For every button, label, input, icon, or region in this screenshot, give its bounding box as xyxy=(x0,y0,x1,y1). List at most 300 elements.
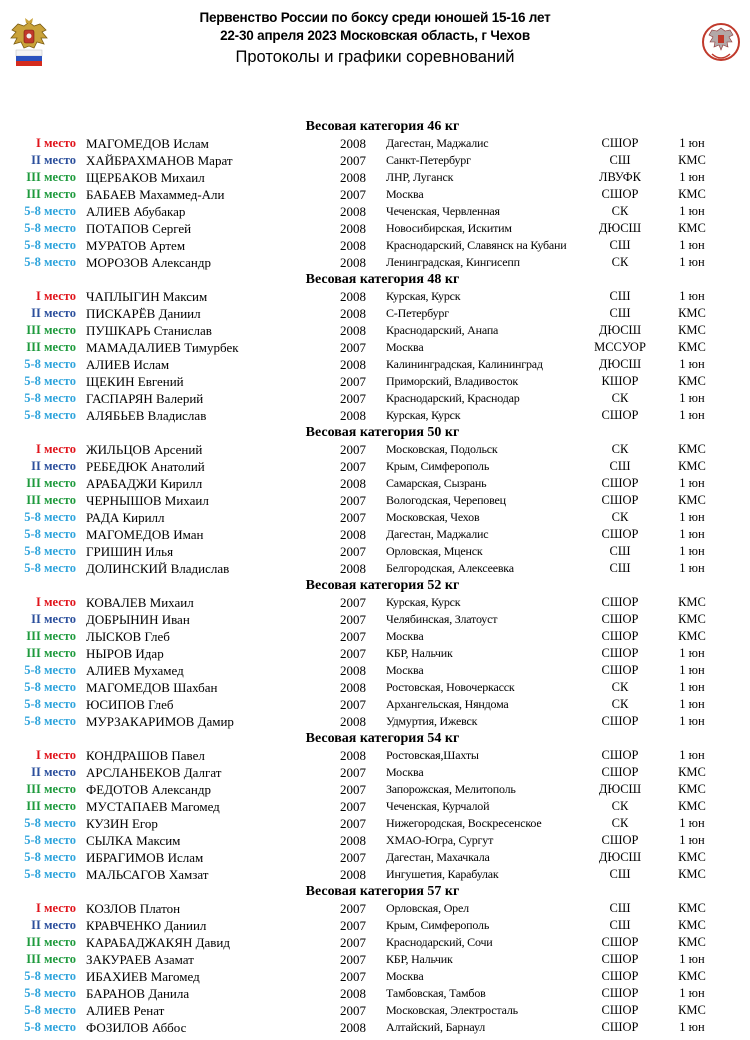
birth-year: 2007 xyxy=(340,799,366,814)
result-row xyxy=(0,815,750,832)
athlete-name: ПИСКАРЁВ Даниил xyxy=(86,306,201,321)
results-list xyxy=(0,118,750,1036)
result-row xyxy=(0,169,750,186)
birth-year: 2008 xyxy=(340,833,366,848)
athlete-name: МАГОМЕДОВ Шахбан xyxy=(86,680,218,695)
birth-year: 2008 xyxy=(340,867,366,882)
result-row xyxy=(0,594,750,611)
athlete-name: ФЕДОТОВ Александр xyxy=(86,782,211,797)
sport-rank: КМС xyxy=(678,612,706,626)
place-label: 5-8 место xyxy=(24,238,76,252)
region-city: Краснодарский, Краснодар xyxy=(386,391,520,405)
region-city: Запорожская, Мелитополь xyxy=(386,782,516,796)
sport-rank: 1 юн xyxy=(679,663,705,677)
sports-school: СШОР xyxy=(601,646,639,660)
sport-rank: КМС xyxy=(678,901,706,915)
birth-year: 2007 xyxy=(340,510,366,525)
sports-school: ДЮСШ xyxy=(598,323,642,337)
region-city: Чеченская, Курчалой xyxy=(386,799,490,813)
sport-rank: 1 юн xyxy=(679,170,705,184)
birth-year: 2008 xyxy=(340,680,366,695)
result-row xyxy=(0,798,750,815)
region-city: Ростовская,Шахты xyxy=(386,748,479,762)
birth-year: 2008 xyxy=(340,714,366,729)
sports-school: СШОР xyxy=(601,612,639,626)
place-label: III место xyxy=(26,782,76,796)
region-city: Дагестан, Маджалис xyxy=(386,136,489,150)
sport-rank: 1 юн xyxy=(679,391,705,405)
result-row xyxy=(0,458,750,475)
region-city: Москва xyxy=(386,663,424,677)
place-label: III место xyxy=(26,629,76,643)
athlete-name: ЩЕКИН Евгений xyxy=(86,374,184,389)
weight-category-title: Весовая категория 52 кг xyxy=(305,578,460,593)
birth-year: 2008 xyxy=(340,561,366,576)
birth-year: 2007 xyxy=(340,969,366,984)
birth-year: 2008 xyxy=(340,527,366,542)
athlete-name: НЫРОВ Идар xyxy=(86,646,164,661)
result-row xyxy=(0,747,750,764)
result-row xyxy=(0,679,750,696)
athlete-name: ИБАХИЕВ Магомед xyxy=(86,969,200,984)
place-label: III место xyxy=(26,799,76,813)
region-city: Ростовская, Новочеркасск xyxy=(386,680,515,694)
athlete-name: МАГОМЕДОВ Иман xyxy=(86,527,204,542)
place-label: III место xyxy=(26,493,76,507)
sports-school: КШОР xyxy=(601,374,639,388)
region-city: Краснодарский, Анапа xyxy=(386,323,499,337)
result-row xyxy=(0,951,750,968)
region-city: Орловская, Орел xyxy=(386,901,469,915)
result-row xyxy=(0,339,750,356)
birth-year: 2007 xyxy=(340,374,366,389)
sport-rank: КМС xyxy=(678,782,706,796)
birth-year: 2008 xyxy=(340,1020,366,1035)
place-label: 5-8 место xyxy=(24,408,76,422)
athlete-name: АЛИЕВ Ислам xyxy=(86,357,170,372)
region-city: Нижегородская, Воскресенское xyxy=(386,816,542,830)
sports-school: СШОР xyxy=(601,1003,639,1017)
weight-category-title: Весовая категория 50 кг xyxy=(305,425,460,440)
place-label: I место xyxy=(36,901,76,915)
result-row xyxy=(0,985,750,1002)
sport-rank: КМС xyxy=(678,153,706,167)
sport-rank: 1 юн xyxy=(679,680,705,694)
birth-year: 2007 xyxy=(340,459,366,474)
place-label: 5-8 место xyxy=(24,527,76,541)
athlete-name: ЖИЛЬЦОВ Арсений xyxy=(86,442,203,457)
place-label: III место xyxy=(26,187,76,201)
athlete-name: КУЗИН Егор xyxy=(86,816,158,831)
region-city: Московская, Чехов xyxy=(386,510,480,524)
athlete-name: АРСЛАНБЕКОВ Далгат xyxy=(86,765,222,780)
place-label: 5-8 место xyxy=(24,1003,76,1017)
sports-school: ЛВУФК xyxy=(599,170,641,184)
sports-school: СК xyxy=(611,816,629,830)
place-label: I место xyxy=(36,595,76,609)
place-label: I место xyxy=(36,136,76,150)
result-row xyxy=(0,305,750,322)
place-label: III место xyxy=(26,323,76,337)
athlete-name: МАГОМЕДОВ Ислам xyxy=(86,136,209,151)
birth-year: 2008 xyxy=(340,170,366,185)
birth-year: 2007 xyxy=(340,340,366,355)
athlete-name: ЗАКУРАЕВ Азамат xyxy=(86,952,194,967)
sport-rank: КМС xyxy=(678,187,706,201)
place-label: II место xyxy=(31,153,76,167)
birth-year: 2007 xyxy=(340,697,366,712)
competition-title: Первенство России по боксу среди юношей 15-16 лет xyxy=(199,10,551,25)
result-row xyxy=(0,373,750,390)
sports-school: СК xyxy=(611,680,629,694)
birth-year: 2007 xyxy=(340,612,366,627)
athlete-name: ФОЗИЛОВ Аббос xyxy=(86,1020,187,1035)
region-city: Курская, Курск xyxy=(386,289,461,303)
region-city: Чеченская, Червленная xyxy=(386,204,500,218)
region-city: Московская, Подольск xyxy=(386,442,498,456)
sports-school: СШ xyxy=(609,544,631,558)
athlete-name: РАДА Кирилл xyxy=(86,510,165,525)
birth-year: 2008 xyxy=(340,238,366,253)
place-label: 5-8 место xyxy=(24,391,76,405)
weight-category-title: Весовая категория 57 кг xyxy=(305,884,460,899)
sports-school: ДЮСШ xyxy=(598,850,642,864)
result-row xyxy=(0,135,750,152)
sports-school: СШ xyxy=(609,238,631,252)
athlete-name: БАБАЕВ Махаммед-Али xyxy=(86,187,225,202)
region-city: Москва xyxy=(386,969,424,983)
sports-school: СШ xyxy=(609,306,631,320)
sport-rank: КМС xyxy=(678,969,706,983)
birth-year: 2007 xyxy=(340,850,366,865)
result-row xyxy=(0,968,750,985)
sport-rank: КМС xyxy=(678,765,706,779)
athlete-name: КОНДРАШОВ Павел xyxy=(86,748,205,763)
region-city: Москва xyxy=(386,187,424,201)
athlete-name: ПОТАПОВ Сергей xyxy=(86,221,192,236)
region-city: Дагестан, Маджалис xyxy=(386,527,489,541)
birth-year: 2007 xyxy=(340,765,366,780)
sports-school: МССУОР xyxy=(594,340,646,354)
sport-rank: 1 юн xyxy=(679,697,705,711)
athlete-name: ГАСПАРЯН Валерий xyxy=(86,391,204,406)
sports-school: СК xyxy=(611,255,629,269)
birth-year: 2008 xyxy=(340,748,366,763)
birth-year: 2007 xyxy=(340,544,366,559)
region-city: Вологодская, Череповец xyxy=(386,493,506,507)
athlete-name: КОЗЛОВ Платон xyxy=(86,901,181,916)
region-city: ХМАО-Югра, Сургут xyxy=(386,833,494,847)
result-row xyxy=(0,526,750,543)
region-city: Калининградская, Калининград xyxy=(386,357,543,371)
region-city: Крым, Симферополь xyxy=(386,459,490,473)
sport-rank: КМС xyxy=(678,459,706,473)
athlete-name: ДОБРЫНИН Иван xyxy=(86,612,190,627)
place-label: 5-8 место xyxy=(24,986,76,1000)
birth-year: 2008 xyxy=(340,289,366,304)
sport-rank: КМС xyxy=(678,595,706,609)
athlete-name: ЮСИПОВ Глеб xyxy=(86,697,174,712)
place-label: III место xyxy=(26,935,76,949)
birth-year: 2008 xyxy=(340,357,366,372)
birth-year: 2007 xyxy=(340,646,366,661)
region-city: Москва xyxy=(386,340,424,354)
result-row xyxy=(0,543,750,560)
result-row xyxy=(0,441,750,458)
birth-year: 2008 xyxy=(340,306,366,321)
place-label: III место xyxy=(26,476,76,490)
athlete-name: ГРИШИН Илья xyxy=(86,544,174,559)
region-city: Московская, Электросталь xyxy=(386,1003,518,1017)
region-city: Москва xyxy=(386,629,424,643)
result-row xyxy=(0,866,750,883)
place-label: 5-8 место xyxy=(24,255,76,269)
region-city: Ленинградская, Кингисепп xyxy=(386,255,520,269)
place-label: II место xyxy=(31,612,76,626)
athlete-name: ПУШКАРЬ Станислав xyxy=(86,323,212,338)
athlete-name: КАРАБАДЖАКЯН Давид xyxy=(86,935,230,950)
place-label: II место xyxy=(31,306,76,320)
birth-year: 2007 xyxy=(340,1003,366,1018)
sports-school: СШОР xyxy=(601,476,639,490)
place-label: 5-8 место xyxy=(24,204,76,218)
sport-rank: КМС xyxy=(678,935,706,949)
result-row xyxy=(0,186,750,203)
birth-year: 2007 xyxy=(340,187,366,202)
region-city: Санкт-Петербург xyxy=(386,153,471,167)
sports-school: СШОР xyxy=(601,833,639,847)
sports-school: СШОР xyxy=(601,952,639,966)
sports-school: СШОР xyxy=(601,714,639,728)
sports-school: СШОР xyxy=(601,1020,639,1034)
result-row xyxy=(0,781,750,798)
result-row xyxy=(0,713,750,730)
athlete-name: МОРОЗОВ Александр xyxy=(86,255,211,270)
weight-category-title: Весовая категория 48 кг xyxy=(305,272,460,287)
birth-year: 2007 xyxy=(340,629,366,644)
result-row xyxy=(0,492,750,509)
sports-school: СК xyxy=(611,204,629,218)
birth-year: 2007 xyxy=(340,816,366,831)
sports-school: СШ xyxy=(609,153,631,167)
result-row xyxy=(0,764,750,781)
sports-school: ДЮСШ xyxy=(598,357,642,371)
sport-rank: 1 юн xyxy=(679,476,705,490)
place-label: I место xyxy=(36,442,76,456)
sport-rank: КМС xyxy=(678,221,706,235)
place-label: 5-8 место xyxy=(24,374,76,388)
athlete-name: АЛИЕВ Ренат xyxy=(86,1003,165,1018)
region-city: Курская, Курск xyxy=(386,408,461,422)
athlete-name: СЫЛКА Максим xyxy=(86,833,181,848)
sports-school: СШ xyxy=(609,918,631,932)
sport-rank: КМС xyxy=(678,306,706,320)
sport-rank: 1 юн xyxy=(679,714,705,728)
place-label: II место xyxy=(31,459,76,473)
birth-year: 2008 xyxy=(340,663,366,678)
sport-rank: 1 юн xyxy=(679,255,705,269)
birth-year: 2007 xyxy=(340,901,366,916)
place-label: II место xyxy=(31,918,76,932)
place-label: 5-8 место xyxy=(24,357,76,371)
athlete-name: ЧЕРНЫШОВ Михаил xyxy=(86,493,209,508)
region-city: С-Петербург xyxy=(386,306,449,320)
result-row xyxy=(0,288,750,305)
birth-year: 2007 xyxy=(340,935,366,950)
result-row xyxy=(0,696,750,713)
athlete-name: РЕБЕДЮК Анатолий xyxy=(86,459,205,474)
place-label: 5-8 место xyxy=(24,544,76,558)
place-label: III место xyxy=(26,340,76,354)
birth-year: 2008 xyxy=(340,136,366,151)
result-row xyxy=(0,645,750,662)
result-row xyxy=(0,407,750,424)
sport-rank: 1 юн xyxy=(679,833,705,847)
sports-school: СШОР xyxy=(601,663,639,677)
sport-rank: 1 юн xyxy=(679,510,705,524)
result-row xyxy=(0,475,750,492)
sport-rank: 1 юн xyxy=(679,816,705,830)
region-city: Архангельская, Няндома xyxy=(386,697,509,711)
sports-school: СШОР xyxy=(601,765,639,779)
sports-school: СШ xyxy=(609,289,631,303)
sport-rank: КМС xyxy=(678,1003,706,1017)
sports-school: СК xyxy=(611,799,629,813)
athlete-name: КОВАЛЕВ Михаил xyxy=(86,595,194,610)
region-city: Краснодарский, Славянск на Кубани xyxy=(386,238,567,252)
result-row xyxy=(0,254,750,271)
result-row xyxy=(0,1019,750,1036)
sports-school: СШОР xyxy=(601,629,639,643)
place-label: II место xyxy=(31,765,76,779)
sports-school: СШ xyxy=(609,459,631,473)
sports-school: СШОР xyxy=(601,969,639,983)
athlete-name: МУРАТОВ Артем xyxy=(86,238,186,253)
place-label: 5-8 место xyxy=(24,663,76,677)
athlete-name: МАМАДАЛИЕВ Тимурбек xyxy=(86,340,239,355)
birth-year: 2007 xyxy=(340,952,366,967)
sport-rank: 1 юн xyxy=(679,544,705,558)
region-city: Челябинская, Златоуст xyxy=(386,612,498,626)
sports-school: СШОР xyxy=(601,935,639,949)
sports-school: СШОР xyxy=(601,136,639,150)
sports-school: СК xyxy=(611,697,629,711)
place-label: 5-8 место xyxy=(24,867,76,881)
place-label: I место xyxy=(36,748,76,762)
place-label: 5-8 место xyxy=(24,816,76,830)
competition-dates: 22-30 апреля 2023 Московская область, г Чехов xyxy=(220,28,530,43)
place-label: 5-8 место xyxy=(24,680,76,694)
sports-school: СШ xyxy=(609,901,631,915)
region-city: Новосибирская, Искитим xyxy=(386,221,512,235)
birth-year: 2007 xyxy=(340,153,366,168)
result-row xyxy=(0,628,750,645)
sport-rank: КМС xyxy=(678,918,706,932)
sport-rank: КМС xyxy=(678,493,706,507)
birth-year: 2007 xyxy=(340,595,366,610)
place-label: 5-8 место xyxy=(24,561,76,575)
region-city: Самарская, Сызрань xyxy=(386,476,487,490)
place-label: I место xyxy=(36,289,76,303)
place-label: III место xyxy=(26,170,76,184)
athlete-name: МУСТАПАЕВ Магомед xyxy=(86,799,220,814)
birth-year: 2008 xyxy=(340,204,366,219)
result-row xyxy=(0,509,750,526)
sport-rank: 1 юн xyxy=(679,408,705,422)
sport-rank: 1 юн xyxy=(679,204,705,218)
place-label: 5-8 место xyxy=(24,969,76,983)
sport-rank: 1 юн xyxy=(679,646,705,660)
sport-rank: 1 юн xyxy=(679,238,705,252)
athlete-name: КРАВЧЕНКО Даниил xyxy=(86,918,207,933)
region-city: Приморский, Владивосток xyxy=(386,374,519,388)
sport-rank: 1 юн xyxy=(679,1020,705,1034)
birth-year: 2008 xyxy=(340,323,366,338)
place-label: III место xyxy=(26,646,76,660)
birth-year: 2007 xyxy=(340,918,366,933)
region-city: Краснодарский, Сочи xyxy=(386,935,493,949)
place-label: 5-8 место xyxy=(24,1020,76,1034)
athlete-name: АЛИЕВ Мухамед xyxy=(86,663,184,678)
sports-school: СШ xyxy=(609,561,631,575)
result-row xyxy=(0,237,750,254)
region-city: Орловская, Мценск xyxy=(386,544,483,558)
birth-year: 2008 xyxy=(340,221,366,236)
federation-emblem-icon xyxy=(700,16,742,68)
place-label: 5-8 место xyxy=(24,510,76,524)
region-city: КБР, Нальчик xyxy=(386,952,453,966)
region-city: Алтайский, Барнаул xyxy=(386,1020,486,1034)
sports-school: СШОР xyxy=(601,408,639,422)
region-city: ЛНР, Луганск xyxy=(386,170,454,184)
result-row xyxy=(0,560,750,577)
sports-school: СШОР xyxy=(601,187,639,201)
place-label: 5-8 место xyxy=(24,221,76,235)
athlete-name: ДОЛИНСКИЙ Владислав xyxy=(86,561,230,576)
birth-year: 2007 xyxy=(340,493,366,508)
birth-year: 2007 xyxy=(340,391,366,406)
athlete-name: ЧАПЛЫГИН Максим xyxy=(86,289,208,304)
sports-school: СК xyxy=(611,391,629,405)
sports-school: СШОР xyxy=(601,986,639,1000)
result-row xyxy=(0,611,750,628)
athlete-name: МУРЗАКАРИМОВ Дамир xyxy=(86,714,234,729)
region-city: Тамбовская, Тамбов xyxy=(386,986,486,1000)
result-row xyxy=(0,356,750,373)
region-city: Крым, Симферополь xyxy=(386,918,490,932)
sport-rank: КМС xyxy=(678,340,706,354)
athlete-name: АЛЯБЬЕВ Владислав xyxy=(86,408,207,423)
sport-rank: КМС xyxy=(678,850,706,864)
region-city: Удмуртия, Ижевск xyxy=(386,714,478,728)
place-label: 5-8 место xyxy=(24,833,76,847)
sport-rank: 1 юн xyxy=(679,748,705,762)
result-row xyxy=(0,849,750,866)
sports-school: ДЮСШ xyxy=(598,221,642,235)
sport-rank: 1 юн xyxy=(679,289,705,303)
birth-year: 2007 xyxy=(340,782,366,797)
result-row xyxy=(0,152,750,169)
result-row xyxy=(0,1002,750,1019)
sport-rank: КМС xyxy=(678,867,706,881)
birth-year: 2008 xyxy=(340,986,366,1001)
sport-rank: КМС xyxy=(678,442,706,456)
sport-rank: 1 юн xyxy=(679,357,705,371)
sport-rank: КМС xyxy=(678,374,706,388)
birth-year: 2008 xyxy=(340,476,366,491)
athlete-name: ЩЕРБАКОВ Михаил xyxy=(86,170,205,185)
result-row xyxy=(0,390,750,407)
